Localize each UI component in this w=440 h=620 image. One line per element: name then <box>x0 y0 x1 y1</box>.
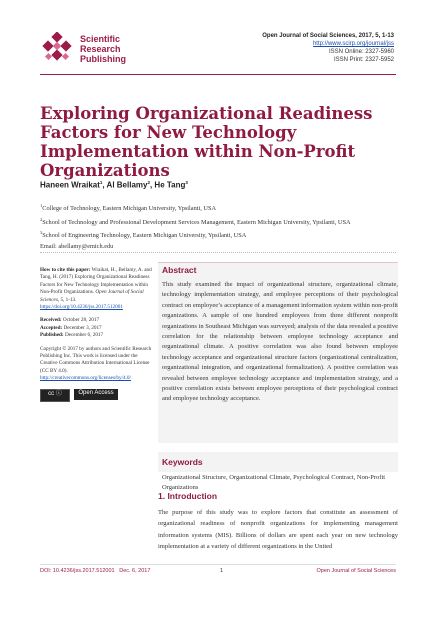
affiliation-text: School of Engineering Technology, Eastern Michigan University, Ypsilanti, USA <box>42 232 247 240</box>
affiliation-sup: 2 <box>40 216 43 222</box>
journal-header <box>262 32 394 64</box>
published-date: December 6, 2017 <box>64 332 104 339</box>
cite-journal: Open Journal of Social Sciences <box>40 289 144 303</box>
received-date: October 28, 2017 <box>62 317 100 324</box>
author-list: Haneen Wraikat$^1$, Al Bellamy$^2$, He Tang$^3$ <box>40 180 188 190</box>
abstract-text: This study examined the impact of organizational structure, organizational climate, technology implementation strategy, and employee perceptions of their psychological contract on employee’s acceptance of a management information system within non-profit organizations. A sample of one hundred employees from three different nonprofit organizations in Southeast Michigan was surveyed; analysis of the data revealed a positive correlation for the relationship between employee technology acceptance and organizational climate. A positive correlation was also found between employee technology acceptance and organizational structure factors (organizational centralization, organizational integration, and organizational formalization). A positive correlation was revealed between employee technology acceptance and implementation strategy, and a positive correlation exists between employee perceptions of their psychological contract and employee technology acceptance. <box>162 281 398 403</box>
copyright-block <box>40 346 152 383</box>
cite-volume: , 5, 1-13. <box>57 296 77 303</box>
author-name: Haneen Wraikat <box>40 180 100 190</box>
keywords-heading: Keywords <box>162 457 203 467</box>
accepted-date: December 3, 2017 <box>63 324 102 331</box>
footer-date: Dec. 6, 2017 <box>119 568 151 574</box>
accepted-label: Accepted: <box>40 324 63 331</box>
cite-text: Wraikat, H., Bellamy, A. and Tang, H. (2017) Exploring Organizational Readiness Factors for New Technology Implementation within Non-Profit Organizations. <box>40 267 152 296</box>
section-divider <box>40 252 396 253</box>
received-label: Received: <box>40 317 62 324</box>
publisher-logo-icon <box>40 32 74 66</box>
author-name: He Tang <box>154 180 186 190</box>
page-number: 1 <box>220 568 224 574</box>
affiliation-sup: 1 <box>40 203 43 208</box>
journal-url-link[interactable]: http://www.scirp.org/journal/jss <box>312 41 394 47</box>
author-name: Al Bellamy <box>106 180 148 190</box>
publisher-line3: Publishing <box>80 54 126 64</box>
affiliation-sup: 3 <box>40 230 43 236</box>
author-sup: 3 <box>185 180 188 185</box>
issn-print: ISSN Print: 2327-5952 <box>333 57 394 63</box>
publisher-name <box>80 34 126 64</box>
affiliation <box>40 215 400 229</box>
affiliation-text: College of Technology, Eastern Michigan University, Ypsilanti, USA <box>42 205 216 213</box>
affiliations <box>40 201 400 252</box>
contact-email: Email: abellamy@emich.edu <box>40 242 114 250</box>
copyright-text: Copyright © 2017 by authors and Scientific Research Publishing Inc. This work is licensed under the Creative Commons Attribution International License (CC BY 4.0). <box>40 345 152 374</box>
paper-title: Exploring Organizational Readiness Factors for New Technology Implementation within Non-Profit Organizations <box>40 104 373 180</box>
dates-block <box>40 317 152 339</box>
publisher-line2: Research <box>80 44 121 54</box>
license-link[interactable]: http://creativecommons.org/licenses/by/4.0/ <box>40 375 131 382</box>
keywords-text: Organizational Structure, Organizational Climate, Psychological Contract, Non-Profit Organizations <box>162 474 386 492</box>
author-sup: 2 <box>147 180 150 185</box>
abstract-heading: Abstract <box>162 265 197 275</box>
footer-doi: DOI: 10.4236/jss.2017.512001 <box>40 568 115 574</box>
journal-citation: Open Journal of Social Sciences, 2017, 5, 1-13 <box>262 33 394 39</box>
issn-online: ISSN Online: 2327-5960 <box>328 49 394 55</box>
license-badges <box>40 389 152 402</box>
header-divider <box>40 74 396 75</box>
footer-divider <box>40 564 396 565</box>
cc-license-icon[interactable]: cc ⓘ <box>40 389 70 402</box>
affiliation <box>40 228 400 242</box>
doi-link[interactable]: https://doi.org/10.4236/jss.2017.512001 <box>40 304 123 311</box>
footer-doi-date <box>40 568 150 574</box>
footer-journal: Open Journal of Social Sciences <box>316 568 396 574</box>
author-sup: 1 <box>99 180 103 185</box>
introduction-heading: 1. Introduction <box>158 491 218 501</box>
cite-label: How to cite this paper: <box>40 267 91 273</box>
introduction-text: The purpose of this study was to explore factors that constitute an assessment of organizational readiness of nonprofit organizations for implementing management information systems (MIS). Billions of dollars are spent each year on new technology implementation at a variety of different organizations in the United <box>158 509 398 551</box>
publisher-line1: Scientific <box>80 34 121 44</box>
article-info-sidebar <box>40 267 152 402</box>
citation-block <box>40 267 152 311</box>
published-label: Published: <box>40 332 64 339</box>
affiliation-text: School of Technology and Professional Development Services Management, Eastern Michigan University, Ypsilanti, USA <box>42 218 351 226</box>
affiliation <box>40 201 400 215</box>
publisher-logo <box>40 30 190 70</box>
open-access-badge[interactable]: Open Access <box>74 389 118 400</box>
